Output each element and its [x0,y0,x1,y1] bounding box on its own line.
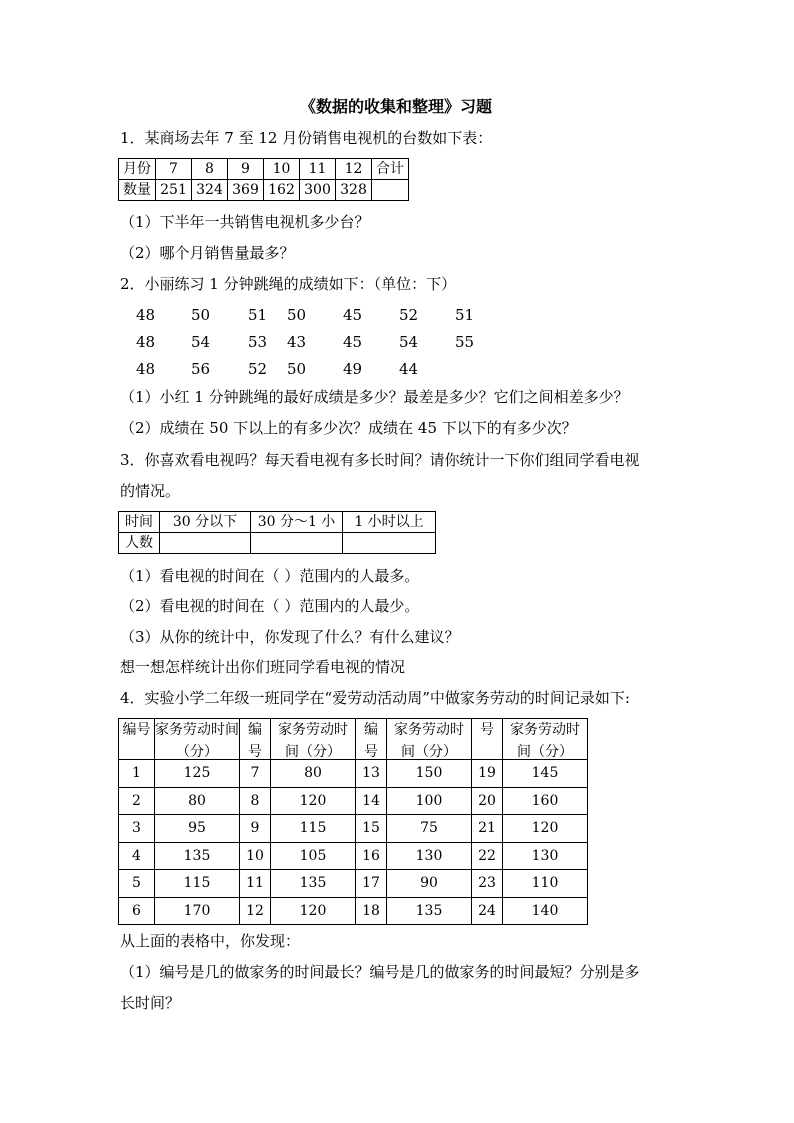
table-cell: 18 [356,897,387,925]
table-header: 编号 [248,722,262,759]
table-cell: 10 [240,842,271,870]
table-cell: 4 [119,842,155,870]
table-cell: 115 [271,815,356,843]
table-cell: 11 [240,870,271,898]
table-cell: 14 [356,787,387,815]
score: 53 [248,333,268,351]
q4-sub1-line1: （1）编号是几的做家务的时间最长？编号是几的做家务的时间最短？分别是多 [120,963,640,981]
table-row [119,512,436,533]
score: 48 [136,333,156,351]
q3-sub2: （2）看电视的时间在（ ）范围内的人最少。 [120,597,420,615]
table-cell: 160 [503,787,588,815]
table-cell: 30 分～1 小 [251,512,343,533]
table-cell: 15 [356,815,387,843]
table-cell: 30 分以下 [160,512,251,533]
table-cell: 251 [156,180,192,201]
table-cell: 145 [503,760,588,788]
table-cell: 12 [240,897,271,925]
score: 55 [455,333,475,351]
table-cell: 12 [336,159,372,180]
score: 50 [191,306,211,324]
table-cell: 105 [271,842,356,870]
table-cell: 130 [387,842,472,870]
table-cell: 月份 [119,159,156,180]
q4-prompt: 4．实验小学二年级一班同学在“爱劳动活动周”中做家务劳动的时间记录如下: [120,689,630,707]
table-row [119,897,588,925]
table-cell: 9 [228,159,264,180]
score: 52 [399,306,419,324]
table-header: 家务劳动时间（分） [394,722,464,759]
q2-prompt: 2．小丽练习 1 分钟跳绳的成绩如下：（单位：下） [120,275,457,293]
table-cell: 80 [155,787,240,815]
table-cell: 19 [472,760,503,788]
table-row [119,787,588,815]
table-cell: 328 [336,180,372,201]
q4-sub1-line2: 长时间？ [120,994,181,1012]
table-row [119,815,588,843]
table-cell: 11 [300,159,336,180]
table-cell: 20 [472,787,503,815]
table-cell [343,533,436,554]
table-cell [160,533,251,554]
q3-prompt-line1: 3．你喜欢看电视吗？每天看电视有多长时间？请你统计一下你们组同学看电视 [120,451,640,469]
table-cell: 369 [228,180,264,201]
score: 49 [343,360,363,378]
table-cell: 120 [271,897,356,925]
table-cell: 5 [119,870,155,898]
score: 56 [191,360,211,378]
table-row [119,533,436,554]
table-cell: 13 [356,760,387,788]
score: 45 [343,306,363,324]
table-cell: 7 [156,159,192,180]
table-cell: 2 [119,787,155,815]
q1-sub1: （1）下半年一共销售电视机多少台？ [120,213,370,231]
score: 52 [248,360,268,378]
table-header: 号 [480,722,494,738]
score: 50 [287,360,307,378]
q4-table [118,718,588,925]
table-cell: 170 [155,897,240,925]
score: 45 [343,333,363,351]
q2-sub1: （1）小红 1 分钟跳绳的最好成绩是多少？最差是多少？它们之间相差多少？ [120,388,629,406]
table-cell: 24 [472,897,503,925]
q3-table [118,511,436,554]
score: 44 [399,360,419,378]
q3-prompt-line2: 的情况。 [120,482,181,500]
table-cell: 1 [119,760,155,788]
table-cell: 21 [472,815,503,843]
table-cell: 90 [387,870,472,898]
table-cell: 7 [240,760,271,788]
table-cell: 23 [472,870,503,898]
table-row [119,159,409,180]
table-cell: 8 [192,159,228,180]
table-header: 编号 [122,722,151,738]
score: 51 [455,306,475,324]
score: 48 [136,306,156,324]
q1-sub2: （2）哪个月销售量最多？ [120,244,295,262]
q2-sub2: （2）成绩在 50 下以上的有多少次？成绩在 45 下以下的有多少次？ [120,419,577,437]
q3-sub3: （3）从你的统计中，你发现了什么？有什么建议？ [120,628,460,646]
table-header: 家务劳动时间（分） [278,722,348,759]
table-cell: 1 小时以上 [343,512,436,533]
table-cell: 135 [387,897,472,925]
table-header: 家务劳动时间（分） [155,722,239,759]
table-cell: 140 [503,897,588,925]
table-cell: 时间 [119,512,160,533]
table-cell: 130 [503,842,588,870]
table-header-row [119,719,588,760]
score: 54 [399,333,419,351]
q1-table [118,158,409,201]
table-cell: 135 [155,842,240,870]
table-cell: 115 [155,870,240,898]
table-cell: 数量 [119,180,156,201]
table-cell: 80 [271,760,356,788]
table-cell: 150 [387,760,472,788]
score: 54 [191,333,211,351]
table-row [119,842,588,870]
table-cell [251,533,343,554]
score: 51 [248,306,268,324]
table-cell: 100 [387,787,472,815]
table-cell: 110 [503,870,588,898]
table-header: 编号 [364,722,378,759]
table-cell [372,180,409,201]
table-cell: 135 [271,870,356,898]
table-cell: 324 [192,180,228,201]
score: 50 [287,306,307,324]
table-cell: 人数 [119,533,160,554]
score: 43 [287,333,307,351]
table-cell: 16 [356,842,387,870]
table-row [119,870,588,898]
page-title: 《数据的收集和整理》习题 [300,97,493,116]
table-cell: 合计 [372,159,409,180]
q1-prompt: 1．某商场去年 7 至 12 月份销售电视机的台数如下表： [120,129,493,147]
table-row [119,180,409,201]
q3-sub1: （1）看电视的时间在（ ）范围内的人最多。 [120,567,420,585]
table-header: 家务劳动时间（分） [510,722,580,759]
table-row [119,760,588,788]
table-cell: 125 [155,760,240,788]
q3-extra: 想一想怎样统计出你们班同学看电视的情况 [120,658,406,676]
table-cell: 300 [300,180,336,201]
table-cell: 8 [240,787,271,815]
table-cell: 22 [472,842,503,870]
table-cell: 6 [119,897,155,925]
table-cell: 120 [503,815,588,843]
table-cell: 120 [271,787,356,815]
table-cell: 3 [119,815,155,843]
q4-after: 从上面的表格中，你发现： [120,932,301,950]
table-cell: 95 [155,815,240,843]
table-cell: 162 [264,180,300,201]
table-cell: 10 [264,159,300,180]
table-cell: 17 [356,870,387,898]
score: 48 [136,360,156,378]
table-cell: 9 [240,815,271,843]
table-cell: 75 [387,815,472,843]
